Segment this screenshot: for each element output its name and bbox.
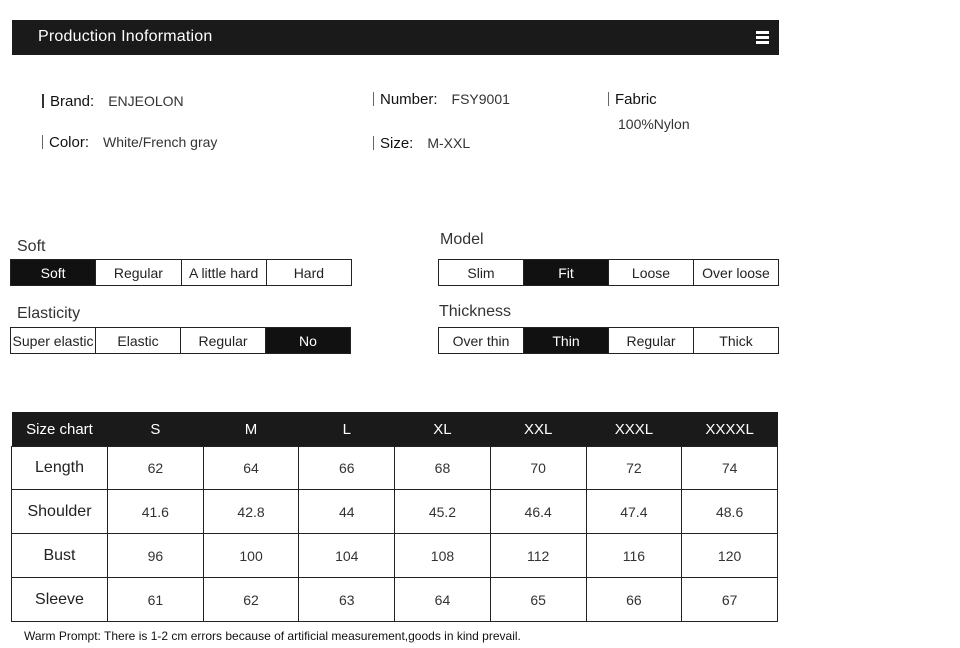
size-header-xxl: XXL [490,412,586,447]
row-label: Length [12,447,108,490]
section-header [12,20,779,55]
table-cell: 48.6 [682,490,778,534]
divider-bar [373,92,374,106]
table-cell: 68 [395,447,491,490]
divider-bar [42,135,43,149]
row-label: Shoulder [12,490,108,534]
table-cell: 62 [108,447,204,490]
table-cell: 64 [395,578,491,622]
divider-bar [42,94,44,108]
size-header-l: L [299,412,395,447]
table-cell: 116 [586,534,682,578]
option-soft[interactable]: Soft [11,260,96,285]
table-cell: 96 [108,534,204,578]
info-color [42,134,217,151]
option-thin[interactable]: Thin [524,328,609,353]
size-header-s: S [108,412,204,447]
table-row-bust [12,534,778,578]
option-thick[interactable]: Thick [719,332,753,349]
size-header-xl: XL [395,412,491,447]
row-label: Sleeve [12,578,108,622]
table-cell: 61 [108,578,204,622]
option-regular[interactable]: Regular [96,260,181,285]
table-row-shoulder [12,490,778,534]
table-cell: 65 [490,578,586,622]
table-cell: 63 [299,578,395,622]
option-regular[interactable]: Regular [609,328,694,353]
fabric-label: Fabric [615,91,657,108]
table-cell: 46.4 [490,490,586,534]
option-a-little-hard[interactable]: A little hard [182,260,267,285]
table-cell: 66 [299,447,395,490]
option-no[interactable]: No [266,328,350,353]
size-chart-header-row [12,412,778,447]
option-hard[interactable]: Hard [293,264,325,281]
table-cell: 108 [395,534,491,578]
table-cell: 100 [203,534,299,578]
info-brand [42,93,184,110]
table-cell: 45.2 [395,490,491,534]
elasticity-label: Elasticity [17,305,81,322]
info-size [373,135,470,152]
option-over-loose[interactable]: Over loose [702,264,770,281]
color-label: Color: [49,134,90,151]
size-header-xxxxl: XXXXL [682,412,778,447]
table-cell: 47.4 [586,490,682,534]
thickness-label: Thickness [439,303,512,320]
table-cell: 44 [299,490,395,534]
option-regular[interactable]: Regular [181,328,266,353]
thickness-options [438,327,779,354]
soft-options [10,259,352,286]
size-value: M-XXL [427,135,471,151]
section-title: Production Inoformation [38,28,213,45]
number-label: Number: [380,91,438,108]
table-cell: 104 [299,534,395,578]
option-loose[interactable]: Loose [609,260,694,285]
option-slim[interactable]: Slim [439,260,524,285]
info-fabric [608,91,690,132]
table-cell: 72 [586,447,682,490]
soft-label: Soft [17,238,46,255]
size-header-m: M [203,412,299,447]
option-fit[interactable]: Fit [524,260,609,285]
table-cell: 67 [682,578,778,622]
table-row-length [12,447,778,490]
table-cell: 41.6 [108,490,204,534]
size-label: Size: [380,135,414,152]
size-chart-title: Size chart [12,412,108,447]
table-cell: 62 [203,578,299,622]
option-over-thin[interactable]: Over thin [439,328,524,353]
fabric-value: 100%Nylon [618,116,690,132]
size-chart-table [11,412,778,622]
model-label: Model [440,231,484,248]
divider-bar [608,92,609,106]
table-cell: 66 [586,578,682,622]
table-cell: 112 [490,534,586,578]
table-cell: 74 [682,447,778,490]
elasticity-options [10,327,351,354]
table-row-sleeve [12,578,778,622]
info-number [373,91,510,108]
hamburger-menu-icon[interactable] [756,31,769,44]
divider-bar [373,136,374,150]
row-label: Bust [12,534,108,578]
number-value: FSY9001 [451,91,510,107]
warm-prompt-note: Warm Prompt: There is 1-2 cm errors because of artificial measurement,goods in kind prevail. [24,629,521,643]
brand-value: ENJEOLON [108,93,184,109]
option-elastic[interactable]: Elastic [96,328,181,353]
brand-label: Brand: [50,93,95,110]
color-value: White/French gray [103,134,218,150]
table-cell: 42.8 [203,490,299,534]
size-header-xxxl: XXXL [586,412,682,447]
table-cell: 120 [682,534,778,578]
table-cell: 64 [203,447,299,490]
model-options [438,259,779,286]
option-super-elastic[interactable]: Super elastic [11,328,96,353]
table-cell: 70 [490,447,586,490]
